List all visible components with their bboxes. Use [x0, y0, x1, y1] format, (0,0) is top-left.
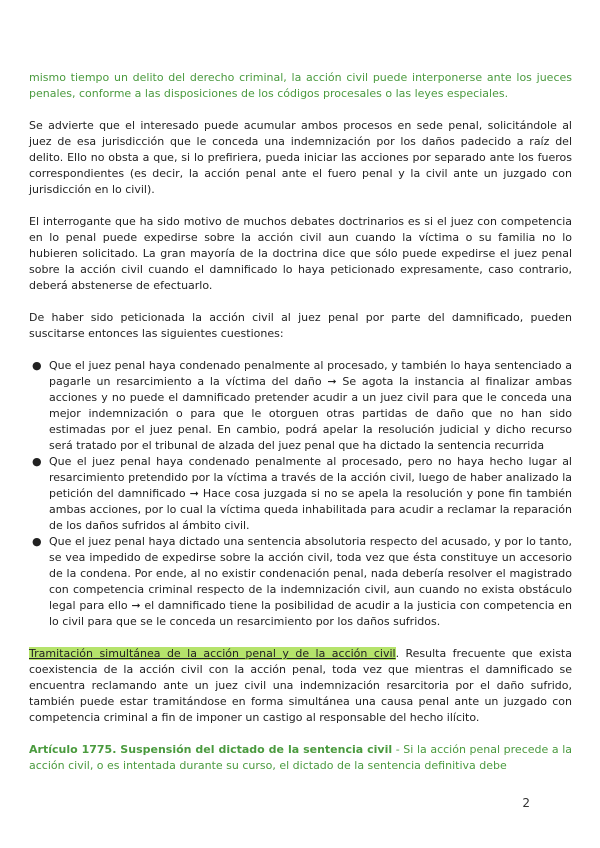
page-number: 2 — [522, 796, 530, 810]
document-page — [29, 70, 572, 774]
list-item-text: Que el juez penal haya condenado penalmente al procesado, pero no haya hecho lugar al resarcimiento pretendido por la víctima a través de la acción civil, luego de haber analizado la petición del damnificado ➞ Hace cosa juzgada si no se apela la resolución y pone fin también ambas acciones, por lo cual la víctima queda inhabilitada para acudir a reclamar la reparación de los daños sufridos al ámbito civil. — [49, 455, 572, 532]
bullet-icon: ● — [32, 359, 42, 372]
list-item-text: Que el juez penal haya condenado penalmente al procesado, y también lo haya sentenciado a pagarle un resarcimiento a la víctima del daño ➞ Se agota la instancia al finalizar ambas acciones y no puede el damnificado pretender acudir a un juez civil para que le conceda una mejor indemnización o para que le otorguen otras partidas de daño que no han sido estimadas por el juez penal. En cambio, podrá apelar la resolución judicial y dicho recurso será tratado por el tribunal de alzada del juez penal que ha dictado la sentencia recurrida — [49, 359, 572, 452]
highlighted-heading: Tramitación simultánea de la acción penal y de la acción civil — [29, 647, 396, 660]
bullet-icon: ● — [32, 535, 42, 548]
list-item-text: Que el juez penal haya dictado una sentencia absolutoria respecto del acusado, y por lo tanto, se vea impedido de expedirse sobre la acción civil, toda vez que ésta constituye un accesorio de la condena. Por ende, al no existir condenación penal, nada debería resolver el magistrado con competencia criminal respecto de la indemnización civil, aun cuando no exista obstáculo legal para ello ➞ el damnificado tiene la posibilidad de acudir a la justicia con competencia en lo civil para que se le conceda un resarcimiento por los daños sufridos. — [49, 535, 572, 628]
tramitacion-text: . Resulta frecuente que exista coexistencia de la acción civil con la acción penal, toda vez que mientras el damnificado se encuentra reclamando ante un juez civil una indemnización resarcitoria por el daño sufrido, también puede estar tramitándose en forma simultánea una causa penal ante un juzgado con competencia criminal a fin de imponer un castigo al responsable del hecho ilícito. — [29, 647, 572, 724]
article-title: Artículo 1775. Suspensión del dictado de la sentencia civil — [29, 743, 393, 756]
article-text: - Si la acción penal precede a la acción civil, o es intentada durante su curso, el dictado de la sentencia definitiva debe — [29, 743, 573, 772]
list-item — [29, 358, 572, 454]
intro-paragraph: mismo tiempo un delito del derecho criminal, la acción civil puede interponerse ante los jueces penales, conforme a las disposiciones de los códigos procesales o las leyes especiales. — [29, 71, 572, 100]
paragraph-cuestiones: De haber sido peticionada la acción civil al juez penal por parte del damnificado, pueden suscitarse entonces las siguientes cuestiones: — [29, 311, 572, 340]
paragraph-articulo — [29, 742, 572, 774]
list-item — [29, 534, 572, 630]
cuestiones-list — [29, 358, 572, 630]
bullet-icon: ● — [32, 455, 42, 468]
paragraph-tramitacion — [29, 646, 572, 726]
list-item — [29, 454, 572, 534]
paragraph-interrogante: El interrogante que ha sido motivo de muchos debates doctrinarios es si el juez con competencia en lo penal puede expedirse sobre la acción civil aun cuando la víctima o su familia no lo hubieren solicitado. La gran mayoría de la doctrina dice que sólo puede expedirse el juez penal sobre la acción civil cuando el damnificado lo haya peticionado expresamente, caso contrario, deberá abstenerse de efectuarlo. — [29, 215, 572, 292]
paragraph-acumulacion: Se advierte que el interesado puede acumular ambos procesos en sede penal, solicitándole al juez de esa jurisdicción que le conceda una indemnización por los daños padecido a raíz del delito. Ello no obsta a que, si lo prefiriera, pueda iniciar las acciones por separado ante los fueros correspondientes (es decir, la acción penal ante el fuero penal y la civil ante un juzgado con jurisdicción en lo civil). — [29, 119, 572, 196]
